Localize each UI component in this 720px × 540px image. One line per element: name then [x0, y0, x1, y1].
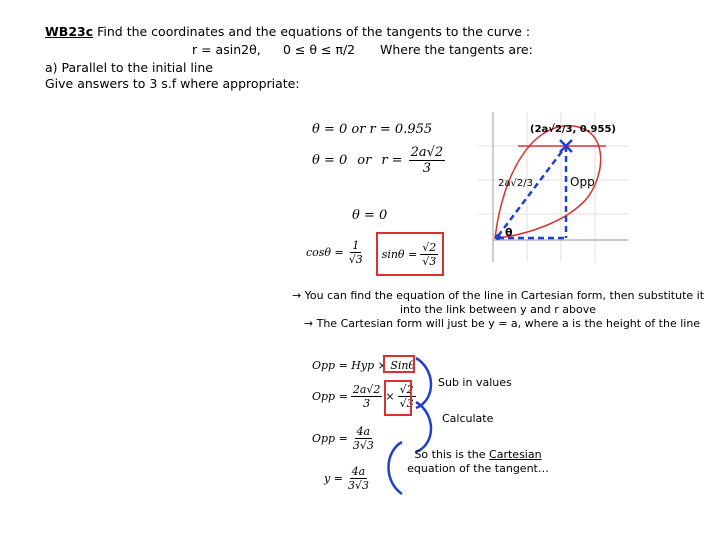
hyp-denominator: 3 — [363, 397, 371, 410]
cos-fraction — [347, 240, 365, 265]
question-tag: WB23c — [45, 24, 94, 39]
r-fraction — [409, 146, 446, 175]
curve-domain: 0 ≤ θ ≤ π/2 — [283, 42, 356, 57]
bracket-arrows — [380, 352, 440, 502]
bracket-1 — [416, 358, 431, 408]
calculate-note: Calculate — [442, 412, 494, 425]
equation-theta-or-r: θ = 0 or r = 0.955 — [312, 122, 433, 137]
note-1: → You can find the equation of the line in Cartesian form, then substitute it into the link between y and r above — [291, 289, 705, 316]
y-denominator: 3√3 — [347, 479, 369, 492]
part-a: a) Parallel to the initial line — [45, 60, 213, 75]
sin-value-numerator: √2 — [399, 383, 414, 396]
times-sign: × — [385, 390, 395, 403]
radius-label: 2a√2/3 — [498, 178, 533, 189]
point-label: (2a√2/3, 0.955) — [530, 124, 616, 135]
step-1-text: Opp = Hyp × Sinθ — [312, 359, 416, 372]
sin-numerator: √2 — [422, 240, 437, 254]
theta-zero-line: θ = 0 — [352, 208, 388, 223]
polar-curve-diagram — [478, 112, 628, 262]
opp-numerator: 4a — [356, 425, 371, 438]
y-fraction — [346, 466, 371, 491]
hyp-fraction — [351, 384, 383, 409]
step-cartesian — [324, 466, 371, 491]
opp-fraction — [351, 426, 376, 451]
radius-line — [498, 146, 566, 236]
opp-equals: Opp = — [312, 390, 348, 403]
cos-theta: cosθ = $\frac{1}{√3}$ — [306, 239, 363, 266]
note-2: → The Cartesian form will just be y = a, where a is the height of the line — [303, 317, 701, 330]
where-text: Where the tangents are: — [380, 42, 533, 57]
opp-denominator: 3√3 — [352, 439, 374, 452]
equation-r-exact — [312, 146, 445, 175]
cartesian-pre: So this is the — [414, 448, 486, 461]
sin-fraction — [420, 242, 438, 267]
cos-denominator: √3 — [348, 253, 363, 266]
pole-point — [495, 234, 501, 240]
cos-numerator: 1 — [352, 239, 360, 252]
sub-in-values: Sub in values — [438, 376, 512, 389]
angle-label: θ — [505, 226, 513, 239]
cartesian-word: Cartesian — [489, 448, 542, 461]
sin-theta-box: sinθ = $\frac{√2}{√3}$ — [376, 232, 444, 276]
bracket-3 — [389, 442, 403, 494]
curve-equation: r = asin2θ, — [192, 42, 261, 57]
sin-value-denominator: √3 — [399, 397, 414, 410]
question-line-1 — [45, 24, 530, 40]
question-text: Find the coordinates and the equations of the tangents to the curve : — [97, 24, 531, 39]
bracket-2 — [416, 402, 431, 452]
cartesian-note — [404, 448, 552, 476]
hyp-numerator: 2a√2 — [352, 383, 381, 396]
opp-label: Opp — [570, 175, 595, 189]
or-word: or — [357, 153, 372, 168]
opp-equals-2: Opp = — [312, 432, 348, 445]
cartesian-post: equation of the tangent… — [407, 462, 549, 475]
r-equals: r = — [381, 153, 403, 168]
y-numerator: 4a — [351, 465, 366, 478]
sin-denominator: √3 — [422, 254, 437, 268]
r-numerator: 2a√2 — [410, 145, 444, 160]
step-calculate — [312, 426, 376, 451]
theta-zero: θ = 0 — [312, 153, 348, 168]
give-answers: Give answers to 3 s.f where appropriate: — [45, 76, 300, 91]
r-denominator: 3 — [422, 161, 431, 176]
y-equals: y = — [324, 472, 343, 485]
